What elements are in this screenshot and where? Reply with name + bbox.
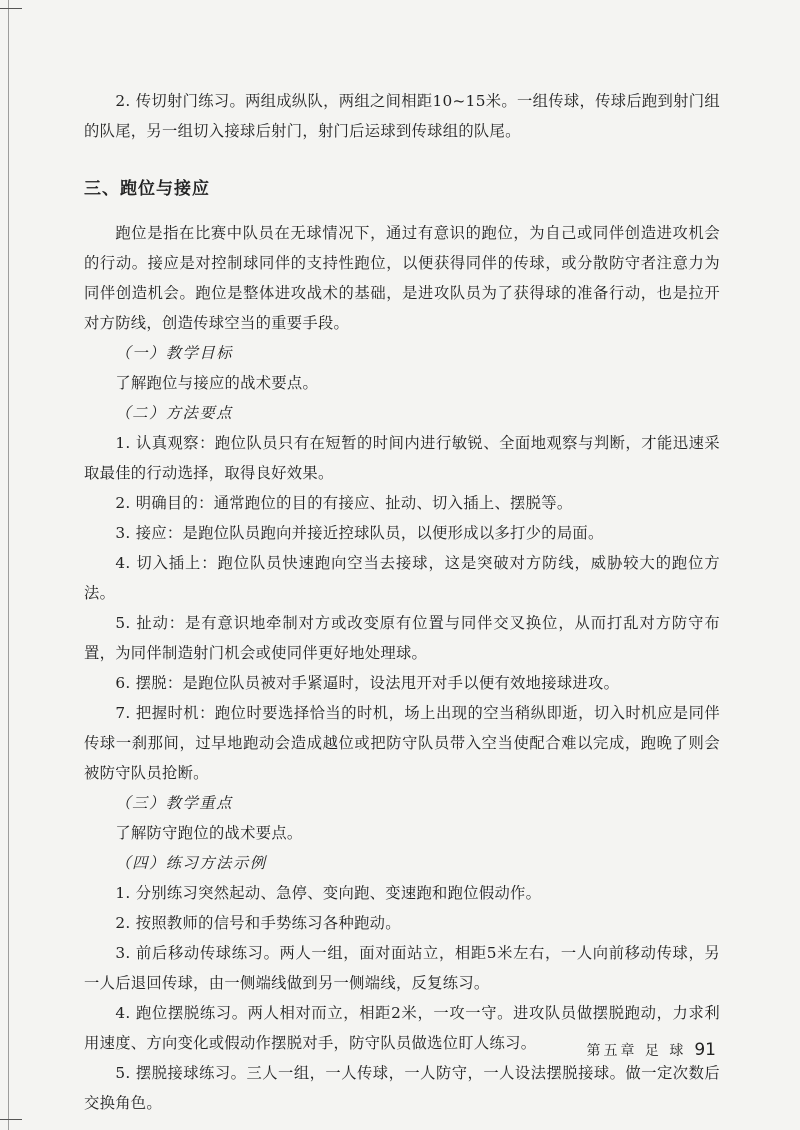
page-body — [84, 86, 720, 1118]
section-intro: 跑位是指在比赛中队员在无球情况下，通过有意识的跑位，为自己或同伴创造进攻机会的行动。接应是对控制球同伴的支持性跑位，以便获得同伴的传球，或分散防守者注意力为同伴创造机会。跑位是整体进攻战术的基础，是进攻队员为了获得球的准备行动，也是拉开对方防线，创造传球空当的重要手段。 — [84, 224, 720, 332]
paragraph-top: 2. 传切射门练习。两组成纵队，两组之间相距10~15米。一组传球，传球后跑到射门组的队尾，另一组切入接球后射门，射门后运球到传球组的队尾。 — [84, 92, 720, 140]
chapter-label: 第五章 足 球 — [586, 1043, 687, 1059]
method-item: 3. 接应：是跑位队员跑向并接近控球队员，以便形成以多打少的局面。 — [115, 524, 604, 542]
focus-text: 了解防守跑位的战术要点。 — [115, 824, 303, 842]
goal-text: 了解跑位与接应的战术要点。 — [115, 374, 319, 392]
goal-title: （一）教学目标 — [115, 344, 233, 362]
practice-item: 2. 按照教师的信号和手势练习各种跑动。 — [115, 914, 401, 932]
practice-item: 5. 摆脱接球练习。三人一组，一人传球，一人防守，一人设法摆脱接球。做一定次数后交换角色。 — [84, 1064, 720, 1112]
method-item: 2. 明确目的：通常跑位的目的有接应、扯动、切入插上、摆脱等。 — [115, 494, 573, 512]
scan-mark-bottom — [0, 1119, 22, 1120]
practice-title: （四）练习方法示例 — [115, 854, 267, 872]
method-item: 1. 认真观察：跑位队员只有在短暂的时间内进行敏锐、全面地观察与判断，才能迅速采取最佳的行动选择，取得良好效果。 — [84, 434, 720, 482]
method-item: 5. 扯动：是有意识地牵制对方或改变原有位置与同伴交叉换位，从而打乱对方防守布置，为同伴制造射门机会或使同伴更好地处理球。 — [84, 614, 720, 662]
method-item: 7. 把握时机：跑位时要选择恰当的时机，场上出现的空当稍纵即逝，切入时机应是同伴传球一刹那间，过早地跑动会造成越位或把防守队员带入空当使配合难以完成，跑晚了则会被防守队员抢断。 — [84, 704, 720, 782]
practice-item: 4. 跑位摆脱练习。两人相对而立，相距2米，一攻一守。进攻队员做摆脱跑动，力求利用速度、方向变化或假动作摆脱对手，防守队员做选位盯人练习。 — [84, 1004, 720, 1052]
practice-item: 3. 前后移动传球练习。两人一组，面对面站立，相距5米左右，一人向前移动传球，另一人后退回传球，由一侧端线做到另一侧端线，反复练习。 — [84, 944, 720, 992]
method-title: （二）方法要点 — [115, 404, 233, 422]
section-heading: 三、跑位与接应 — [84, 179, 210, 199]
scan-mark-top — [0, 8, 22, 9]
focus-title: （三）教学重点 — [115, 794, 233, 812]
method-item: 6. 摆脱：是跑位队员被对手紧逼时，设法甩开对手以便有效地接球进攻。 — [115, 674, 620, 692]
page-footer — [586, 1040, 716, 1060]
practice-item: 1. 分别练习突然起动、急停、变向跑、变速跑和跑位假动作。 — [115, 884, 542, 902]
page-number: 91 — [694, 1040, 716, 1060]
scan-edge-line — [8, 0, 9, 1130]
method-item: 4. 切入插上：跑位队员快速跑向空当去接球，这是突破对方防线，威胁较大的跑位方法。 — [84, 554, 720, 602]
